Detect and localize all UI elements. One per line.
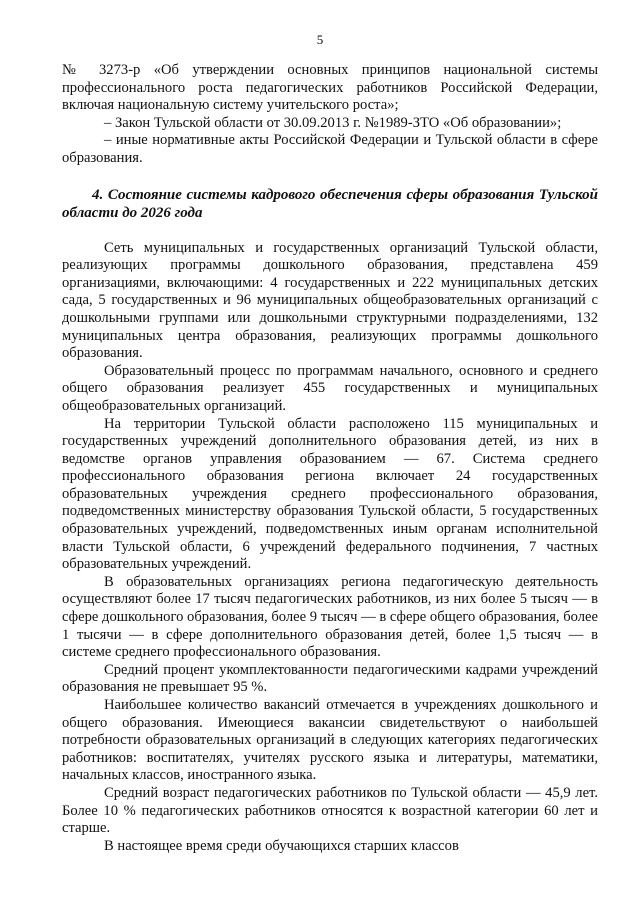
paragraph-senior-students: В настоящее время среди обучающихся старших классов xyxy=(104,837,459,854)
section-heading: 4. Состояние системы кадрового обеспечения сферы образования Тульской области до 2026 года xyxy=(62,186,598,221)
page-number: 5 xyxy=(316,32,324,47)
law-list-item: – Закон Тульской области от 30.09.2013 г. №1989-ЗТО «Об образовании»; xyxy=(104,114,562,131)
paragraph-staffing-percent: Средний процент укомплектованности педагогическими кадрами учреждений образования не превышает 95 %. xyxy=(62,661,598,696)
spacer xyxy=(62,222,598,240)
paragraph-additional-education: На территории Тульской области расположено 115 муниципальных и государственных учреждений дополнительного образования детей, из них в ведомстве органов управления образованием — 67. Система среднего профессионального образования региона включает 24 государственных образовательных учреждения среднего профессионального образования, подведомственных министерству образования Тульской области, 5 государственных образовательных учреждений, подведомственных иным органам исполнительной власти Тульской области, 6 учреждений федерального подчинения, 7 частных образовательных учреждений. xyxy=(62,415,598,573)
document-body xyxy=(62,62,598,855)
spacer xyxy=(62,168,598,186)
paragraph-dou-network: Сеть муниципальных и государственных организаций Тульской области, реализующих программы дошкольного образования, представлена 459 организациями, включающими: 4 государственных и 222 муниципальных детских сада, 5 государственных и 96 муниципальных общеобразовательных организаций с дошкольными группами или дошкольными структурными подразделениями, 132 муниципальных центра образования, реализующих программы дошкольного образования. xyxy=(62,239,598,362)
paragraph-vacancies: Наибольшее количество вакансий отмечается в учреждениях дошкольного и общего образования. Имеющиеся вакансии свидетельствуют о наибольшей потребности образовательных организаций в следующих категориях педагогических работников: воспитателях, учителях русского языка и литературы, математики, начальных классов, иностранного языка. xyxy=(62,697,598,784)
intro-paragraph: № 3273-р «Об утверждении основных принципов национальной системы профессионального роста педагогических работников Российской Федерации, включая национальную систему учительского роста»; xyxy=(62,62,598,114)
paragraph-general-education: Образовательный процесс по программам начального, основного и среднего общего образования реализует 455 государственных и муниципальных общеобразовательных организаций. xyxy=(62,362,598,414)
paragraph-teachers-count: В образовательных организациях региона педагогическую деятельность осуществляют более 17 тысяч педагогических работников, из них более 5 тысяч — в сфере дошкольного образования, более 9 тысяч — в сфере общего образования, более 1 тысячи — в сфере дополнительного образования детей, более 1,5 тысяч — в системе среднего профессионального образования. xyxy=(62,573,598,661)
acts-list-item: – иные нормативные акты Российской Федерации и Тульской области в сфере образования. xyxy=(62,132,598,166)
paragraph-average-age: Средний возраст педагогических работников по Тульской области — 45,9 лет. Более 10 % педагогических работников относятся к возрастной категории 60 лет и старше. xyxy=(62,784,598,837)
